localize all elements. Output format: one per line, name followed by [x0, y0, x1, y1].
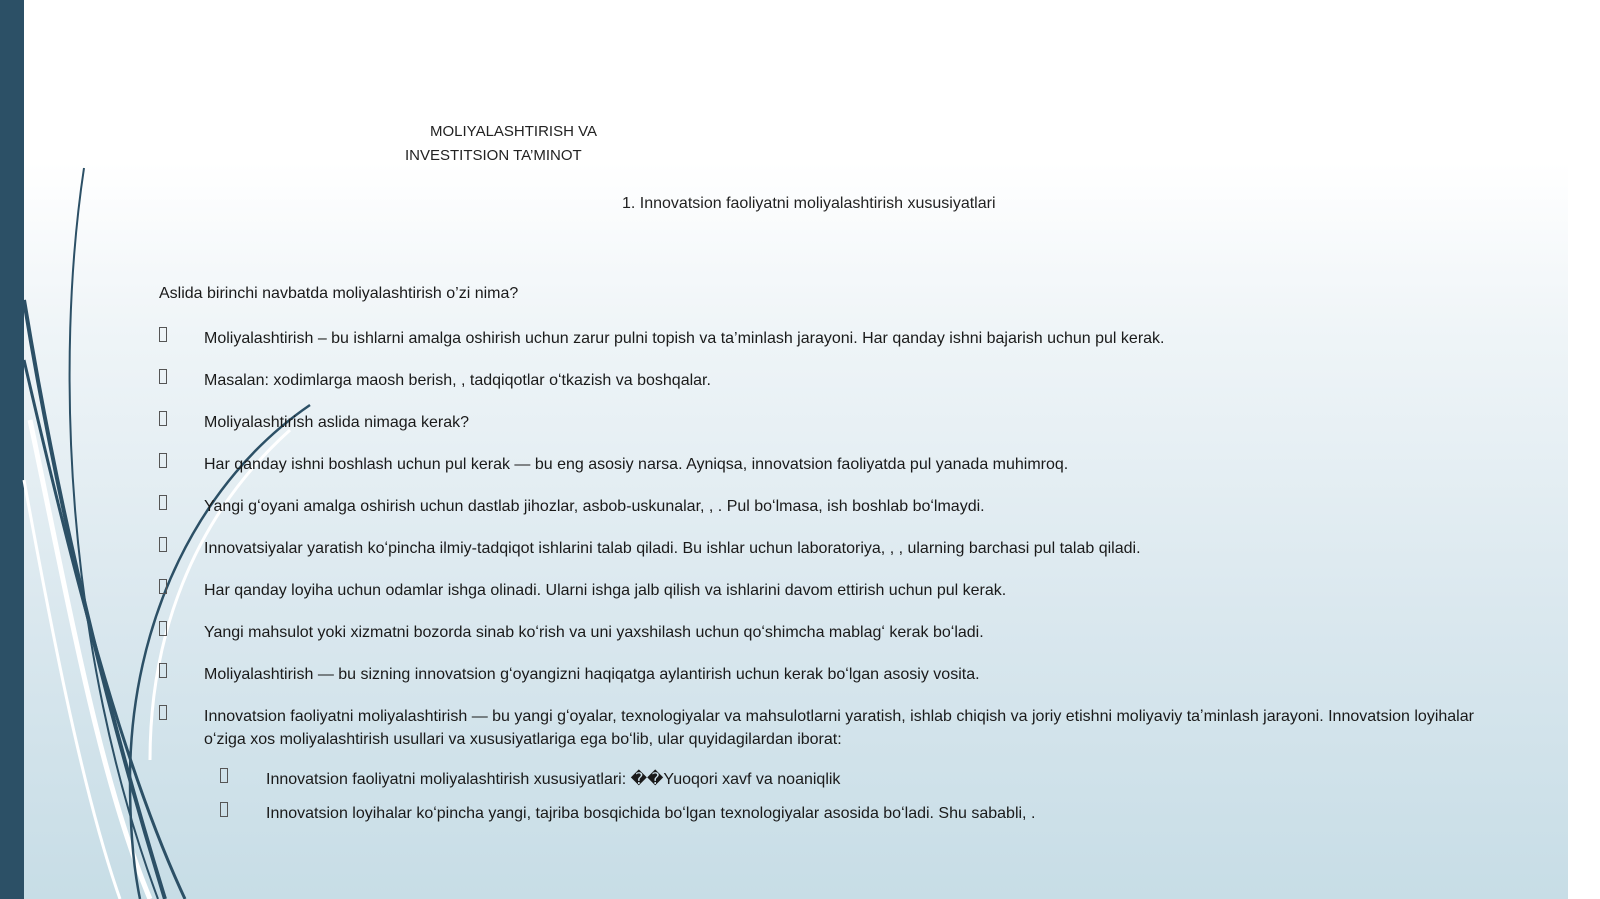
bullet-box-icon [220, 768, 228, 783]
sub-list-item-text: Innovatsion faoliyatni moliyalashtirish xususiyatlari: ��Yuoqori xavf va noaniqlik [266, 771, 841, 788]
bullet-box-icon [159, 579, 167, 594]
bullet-box-icon [159, 537, 167, 552]
list-item-text: Masalan: xodimlarga maosh berish, , tadqiqotlar oʻtkazish va boshqalar. [204, 372, 711, 389]
list-item-text: Moliyalashtirish — bu sizning innovatsion gʻoyangizni haqiqatga aylantirish uchun kerak boʻlgan asosiy vosita. [204, 666, 980, 683]
list-item-text: Innovatsiyalar yaratish koʻpincha ilmiy-tadqiqot ishlarini talab qiladi. Bu ishlar uchun laboratoriya, , , ularning barchasi pul talab qiladi. [204, 540, 1141, 557]
list-item-text: Har qanday loyiha uchun odamlar ishga olinadi. Ularni ishga jalb qilish va ishlarini davom ettirish uchun pul kerak. [204, 582, 1007, 599]
list-item-text: Moliyalashtirish – bu ishlarni amalga oshirish uchun zarur pulni topish va ta’minlash jarayoni. Har qanday ishni bajarish uchun pul kerak. [204, 330, 1165, 347]
bullet-box-icon [159, 621, 167, 636]
list-item-text: Yangi gʻoyani amalga oshirish uchun dastlab jihozlar, asbob-uskunalar, , . Pul boʻlmasa, ish boshlab boʻlmaydi. [204, 498, 985, 515]
sub-list-item-text: Innovatsion loyihalar koʻpincha yangi, tajriba bosqichida boʻlgan texnologiyalar asosida boʻladi. Shu sababli, . [266, 805, 1036, 822]
bullet-box-icon [159, 411, 167, 426]
list-item-text: Moliyalashtirish aslida nimaga kerak? [204, 414, 470, 431]
list-item-text: Har qanday ishni boshlash uchun pul kerak — bu eng asosiy narsa. Ayniqsa, innovatsion faoliyatda pul yanada muhimroq. [204, 456, 1069, 473]
bullet-box-icon [159, 495, 167, 510]
intro-question: Aslida birinchi navbatda moliyalashtirish o’zi nima? [159, 285, 519, 302]
slide-title-line-1: MOLIYALASHTIRISH VA [430, 123, 597, 140]
list-item-text: Innovatsion faoliyatni moliyalashtirish — bu yangi gʻoyalar, texnologiyalar va mahsulotlarni yaratish, ishlab chiqish va joriy etishni moliyaviy taʼminlash jarayoni. Innovatsion loyihalar oʻziga xos moliyalashtirish usullari va xususiyatlariga ega boʻlib, ular quyidagilardan iborat: [204, 708, 1474, 748]
bullet-box-icon [220, 802, 228, 817]
bullet-box-icon [159, 453, 167, 468]
bullet-box-icon [159, 369, 167, 384]
bullet-box-icon [159, 327, 167, 342]
section-heading: 1. Innovatsion faoliyatni moliyalashtirish xususiyatlari [622, 195, 996, 212]
bullet-box-icon [159, 663, 167, 678]
bullet-box-icon [159, 705, 167, 720]
slide-title-line-2: INVESTITSION TA’MINOT [405, 147, 582, 164]
list-item-text: Yangi mahsulot yoki xizmatni bozorda sinab koʻrish va uni yaxshilash uchun qoʻshimcha mablagʻ kerak boʻladi. [204, 624, 984, 641]
right-edge [1568, 0, 1600, 899]
